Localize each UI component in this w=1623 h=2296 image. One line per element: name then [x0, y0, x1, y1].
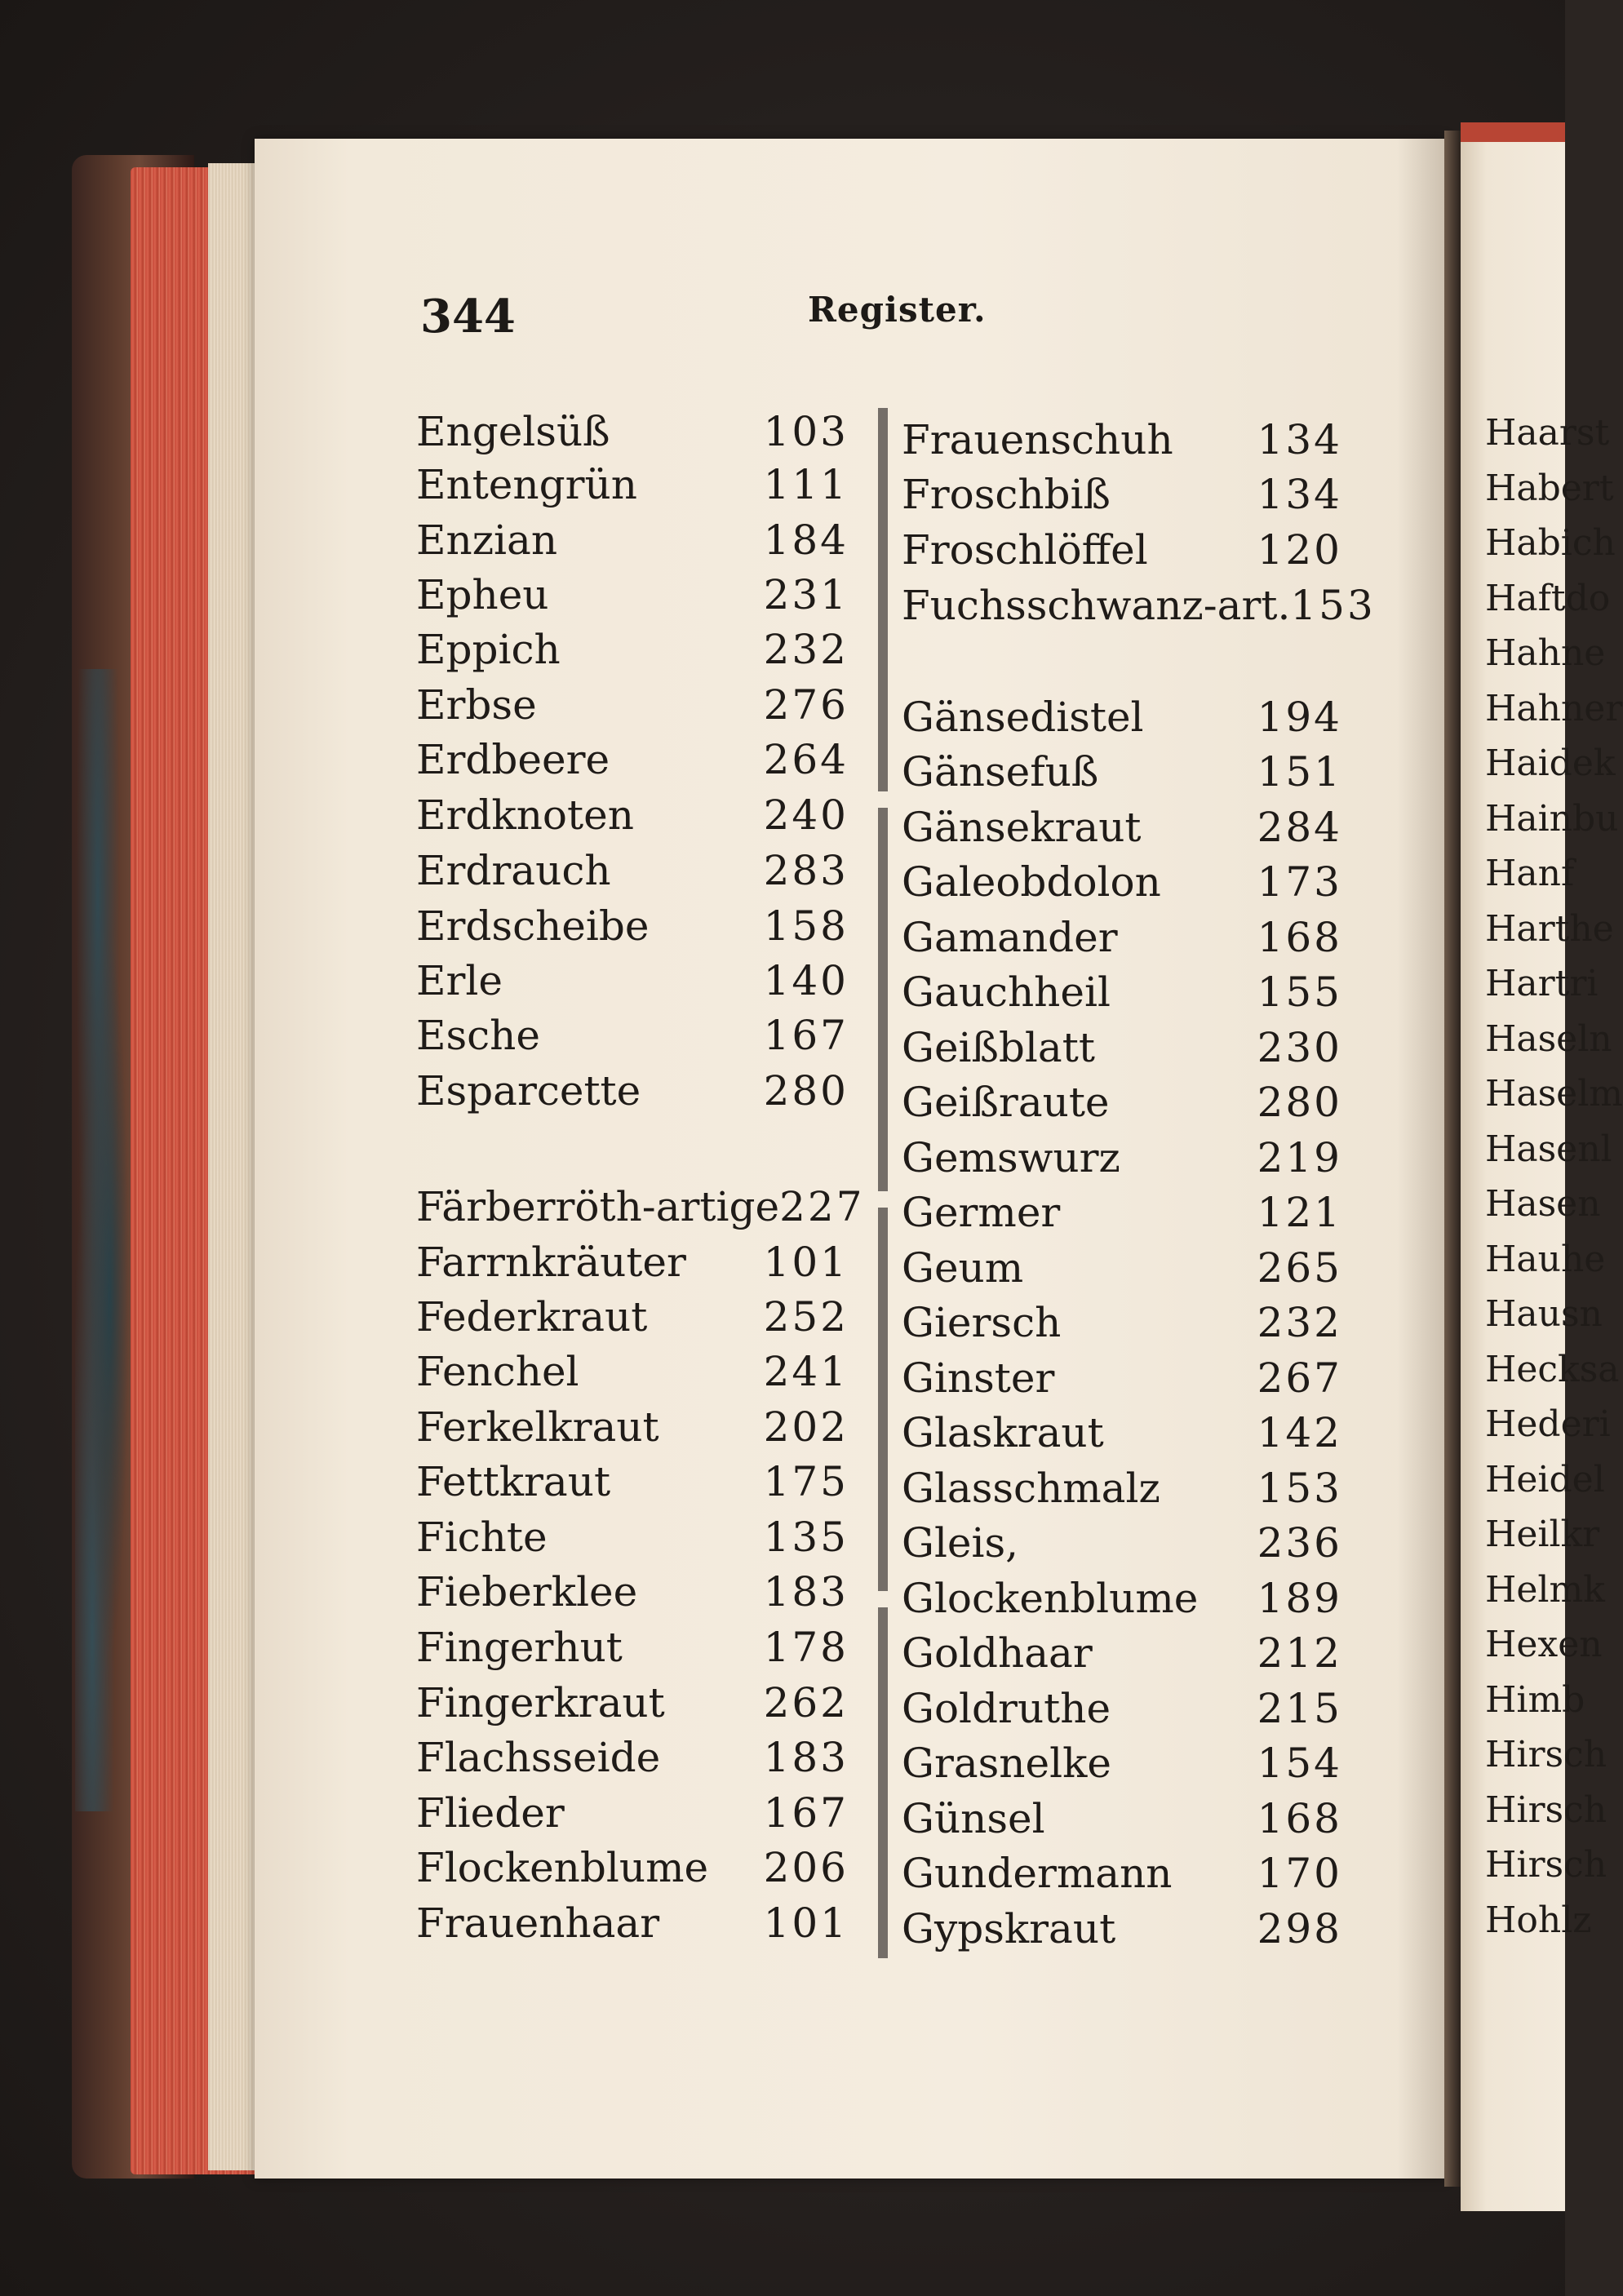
index-page-ref: 240	[763, 791, 849, 839]
index-page-ref: 284	[1257, 804, 1342, 851]
index-page-ref: 252	[763, 1293, 849, 1341]
index-page-ref: 280	[763, 1067, 849, 1115]
index-entry	[416, 847, 849, 899]
index-term: Glockenblume	[902, 1575, 1199, 1622]
facing-page-entry-fragment: Hanf	[1485, 853, 1575, 894]
index-term: Erdrauch	[416, 847, 611, 894]
index-term: Gänsefuß	[902, 748, 1099, 796]
index-term: Gauchheil	[902, 968, 1111, 1016]
index-entry	[416, 1293, 849, 1345]
index-entry	[416, 1514, 849, 1566]
facing-page-entry-fragment: Haselm	[1485, 1073, 1623, 1115]
index-term: Fenchel	[416, 1348, 579, 1395]
index-entry	[416, 1458, 849, 1510]
index-page-ref: 120	[1257, 526, 1342, 574]
facing-page-entry-fragment: Hederi	[1485, 1403, 1611, 1445]
facing-page-entry-fragment: Hahne	[1485, 632, 1606, 674]
facing-page-entry-fragment: Hirsch	[1485, 1844, 1607, 1886]
index-term: Erdbeere	[416, 736, 610, 783]
index-entry	[902, 1795, 1342, 1847]
index-entry	[416, 1067, 849, 1119]
index-term: Eppich	[416, 626, 561, 673]
index-term: Farrnkräuter	[416, 1239, 686, 1286]
index-entry	[416, 516, 849, 569]
index-entry	[416, 681, 849, 734]
index-term: Glaskraut	[902, 1409, 1104, 1456]
index-page-ref: 264	[763, 736, 849, 783]
index-entry	[902, 526, 1342, 578]
index-term: Fingerkraut	[416, 1679, 665, 1726]
index-entry	[416, 1624, 849, 1676]
index-page-ref: 168	[1257, 914, 1342, 961]
facing-page-entry-fragment: Hexen	[1485, 1624, 1603, 1665]
index-page-ref: 103	[763, 408, 849, 455]
index-page-ref: 154	[1257, 1740, 1342, 1787]
index-term: Giersch	[902, 1299, 1062, 1346]
index-page-ref: 173	[1257, 858, 1342, 906]
index-entry	[902, 471, 1342, 523]
index-page-ref: 232	[763, 626, 849, 673]
index-entry	[902, 1685, 1342, 1737]
index-term: Fuchsschwanz-art.	[902, 582, 1291, 629]
index-page-ref: 215	[1257, 1685, 1342, 1732]
index-page-ref: 101	[763, 1899, 849, 1947]
index-page-ref: 276	[763, 681, 849, 729]
index-entry	[416, 1899, 849, 1952]
index-entry	[416, 902, 849, 955]
index-entry	[902, 1354, 1342, 1407]
index-term: Gänsekraut	[902, 804, 1142, 851]
index-term: Flockenblume	[416, 1844, 709, 1891]
index-page-ref: 298	[1257, 1905, 1342, 1952]
index-term: Goldhaar	[902, 1629, 1093, 1677]
index-page-ref: 153	[1257, 1465, 1342, 1512]
running-title: Register.	[808, 290, 987, 330]
index-entry	[416, 1403, 849, 1456]
index-term: Geum	[902, 1244, 1024, 1292]
index-entry	[902, 1465, 1342, 1517]
index-entry	[416, 1183, 865, 1235]
index-term: Gemswurz	[902, 1134, 1120, 1181]
index-page-ref: 280	[1257, 1079, 1342, 1126]
index-page-ref: 184	[763, 516, 849, 564]
index-term: Flachsseide	[416, 1734, 661, 1781]
facing-page-entry-fragment: Hartri	[1485, 963, 1599, 1004]
index-page-ref: 134	[1257, 471, 1342, 518]
facing-page-entry-fragment: Himb	[1485, 1678, 1585, 1721]
index-entry	[902, 1134, 1342, 1186]
index-page-ref: 230	[1257, 1024, 1342, 1071]
index-entry	[902, 968, 1342, 1021]
index-entry	[416, 1239, 849, 1291]
index-entry	[416, 1679, 849, 1731]
index-entry	[902, 1079, 1342, 1131]
facing-page-entry-fragment: Harthe	[1485, 907, 1614, 950]
index-term: Fieberklee	[416, 1568, 638, 1616]
index-page-ref: 206	[763, 1844, 849, 1891]
index-term: Ginster	[902, 1354, 1055, 1402]
index-page-ref: 158	[763, 902, 849, 950]
index-entry	[902, 694, 1342, 746]
index-entry	[416, 1844, 849, 1896]
index-page-ref: 236	[1257, 1519, 1342, 1567]
index-entry	[902, 858, 1342, 911]
index-page-ref: 168	[1257, 1795, 1342, 1842]
index-term: Geißblatt	[902, 1024, 1095, 1071]
facing-page-entry-fragment: Habich	[1485, 522, 1616, 564]
index-term: Erdscheibe	[416, 902, 650, 950]
index-page-ref: 167	[763, 1789, 849, 1837]
index-term: Ferkelkraut	[416, 1403, 659, 1451]
index-page-ref: 183	[763, 1734, 849, 1781]
index-page-ref: 121	[1257, 1189, 1342, 1236]
index-entry	[416, 571, 849, 623]
index-term: Fichte	[416, 1514, 548, 1561]
index-page-ref: 262	[763, 1679, 849, 1726]
index-entry	[902, 748, 1342, 800]
index-entry	[416, 736, 849, 788]
index-term: Gypskraut	[902, 1905, 1116, 1952]
index-term: Erle	[416, 957, 503, 1004]
index-page-ref: 101	[763, 1239, 849, 1286]
index-entry	[902, 804, 1342, 856]
index-page-ref: 265	[1257, 1244, 1342, 1292]
facing-page-entry-fragment: Hauhe	[1485, 1238, 1606, 1280]
index-term: Esche	[416, 1012, 540, 1059]
index-entry	[902, 1905, 1342, 1957]
index-term: Flieder	[416, 1789, 565, 1837]
index-entry	[902, 1409, 1342, 1461]
index-page-ref: 153	[1290, 582, 1376, 629]
facing-page-entry-fragment: Hahner	[1485, 687, 1623, 729]
index-entry	[902, 914, 1342, 966]
index-page-ref: 142	[1257, 1409, 1342, 1456]
index-entry	[902, 1629, 1342, 1682]
facing-page-entry-fragment: Haftdo	[1485, 577, 1611, 619]
index-page-ref: 189	[1257, 1575, 1342, 1622]
index-term: Gleis,	[902, 1519, 1019, 1567]
index-page-ref: 151	[1257, 748, 1342, 796]
index-entry	[902, 1299, 1342, 1351]
index-term: Gänsedistel	[902, 694, 1144, 741]
index-term: Galeobdolon	[902, 858, 1161, 906]
facing-page-entry-fragment: Habert	[1485, 467, 1614, 509]
index-page-ref: 175	[763, 1458, 849, 1505]
marbled-cover-pattern	[75, 669, 132, 1811]
facing-page-entry-fragment: Helmk	[1485, 1568, 1605, 1611]
index-term: Grasnelke	[902, 1740, 1111, 1787]
facing-page-entry-fragment: Hohlz	[1485, 1899, 1592, 1941]
index-term: Goldruthe	[902, 1685, 1111, 1732]
index-page-ref: 232	[1257, 1299, 1342, 1346]
index-term: Froschlöffel	[902, 526, 1148, 574]
index-entry	[902, 582, 1376, 634]
index-entry	[416, 957, 849, 1009]
index-term: Frauenschuh	[902, 416, 1173, 463]
index-term: Geißraute	[902, 1079, 1110, 1126]
index-entry	[416, 791, 849, 844]
index-entry	[416, 1734, 849, 1786]
facing-page-entry-fragment: Hausn	[1485, 1293, 1603, 1335]
index-term: Fettkraut	[416, 1458, 611, 1505]
index-entry	[416, 626, 849, 678]
index-entry	[416, 1012, 849, 1064]
index-term: Engelsüß	[416, 408, 610, 455]
index-term: Federkraut	[416, 1293, 648, 1341]
facing-page-entry-fragment: Hasen	[1485, 1183, 1601, 1225]
index-entry	[902, 1850, 1342, 1902]
index-page-ref: 219	[1257, 1134, 1342, 1181]
index-term: Froschbiß	[902, 471, 1111, 518]
index-page-ref: 227	[779, 1183, 865, 1230]
index-page-ref: 111	[763, 461, 849, 508]
facing-page-entry-fragment: Heilkr	[1485, 1514, 1600, 1555]
facing-page-entry-fragment: Heidel	[1485, 1458, 1605, 1500]
index-term: Entengrün	[416, 461, 637, 508]
index-term: Erbse	[416, 681, 537, 729]
index-entry	[902, 1024, 1342, 1076]
index-page-ref: 267	[1257, 1354, 1342, 1402]
index-entry	[416, 1348, 849, 1400]
index-term: Gamander	[902, 914, 1118, 961]
index-term: Fingerhut	[416, 1624, 623, 1671]
index-page-ref: 134	[1257, 416, 1342, 463]
book-gutter	[1444, 131, 1461, 2187]
index-page-ref: 140	[763, 957, 849, 1004]
facing-page-entry-fragment: Hirsch	[1485, 1734, 1607, 1775]
index-entry	[902, 1575, 1342, 1627]
index-page-ref: 202	[763, 1403, 849, 1451]
index-term: Frauenhaar	[416, 1899, 660, 1947]
facing-page-entry-fragment: Hecksa	[1485, 1348, 1620, 1390]
index-entry	[902, 1189, 1342, 1241]
index-page-ref: 231	[763, 571, 849, 618]
index-page-ref: 170	[1257, 1850, 1342, 1897]
index-page-ref: 183	[763, 1568, 849, 1616]
index-term: Epheu	[416, 571, 549, 618]
index-page-ref: 241	[763, 1348, 849, 1395]
index-page-ref: 135	[763, 1514, 849, 1561]
index-term: Germer	[902, 1189, 1061, 1236]
index-entry	[902, 416, 1342, 468]
facing-page-entry-fragment: Haseln	[1485, 1017, 1612, 1060]
index-entry	[416, 408, 849, 460]
index-entry	[902, 1244, 1342, 1296]
index-term: Esparcette	[416, 1067, 641, 1115]
index-entry	[902, 1740, 1342, 1792]
facing-page-entry-fragment: Haidek	[1485, 742, 1616, 784]
index-term: Färberröth-artige	[416, 1183, 780, 1230]
index-page-ref: 155	[1257, 968, 1342, 1016]
index-entry	[902, 1519, 1342, 1571]
index-page-ref: 283	[763, 847, 849, 894]
index-term: Enzian	[416, 516, 558, 564]
index-entry	[416, 461, 849, 513]
index-term: Glasschmalz	[902, 1465, 1160, 1512]
facing-page-red-edge	[1461, 122, 1565, 142]
facing-page-entry-fragment: Haarst	[1485, 412, 1610, 454]
index-term: Gundermann	[902, 1850, 1173, 1897]
column-rule	[878, 408, 888, 1958]
index-page-ref: 167	[763, 1012, 849, 1059]
facing-page-entry-fragment: Hainbu	[1485, 797, 1619, 840]
index-page-ref: 212	[1257, 1629, 1342, 1677]
index-page-ref: 178	[763, 1624, 849, 1671]
page-number: 344	[420, 290, 516, 344]
index-term: Günsel	[902, 1795, 1045, 1842]
facing-page-entry-fragment: Hirsch	[1485, 1788, 1607, 1831]
facing-page-entry-fragment: Hasenl	[1485, 1128, 1612, 1170]
index-entry	[416, 1789, 849, 1842]
index-page-ref: 194	[1257, 694, 1342, 741]
index-term: Erdknoten	[416, 791, 634, 839]
index-entry	[416, 1568, 849, 1620]
